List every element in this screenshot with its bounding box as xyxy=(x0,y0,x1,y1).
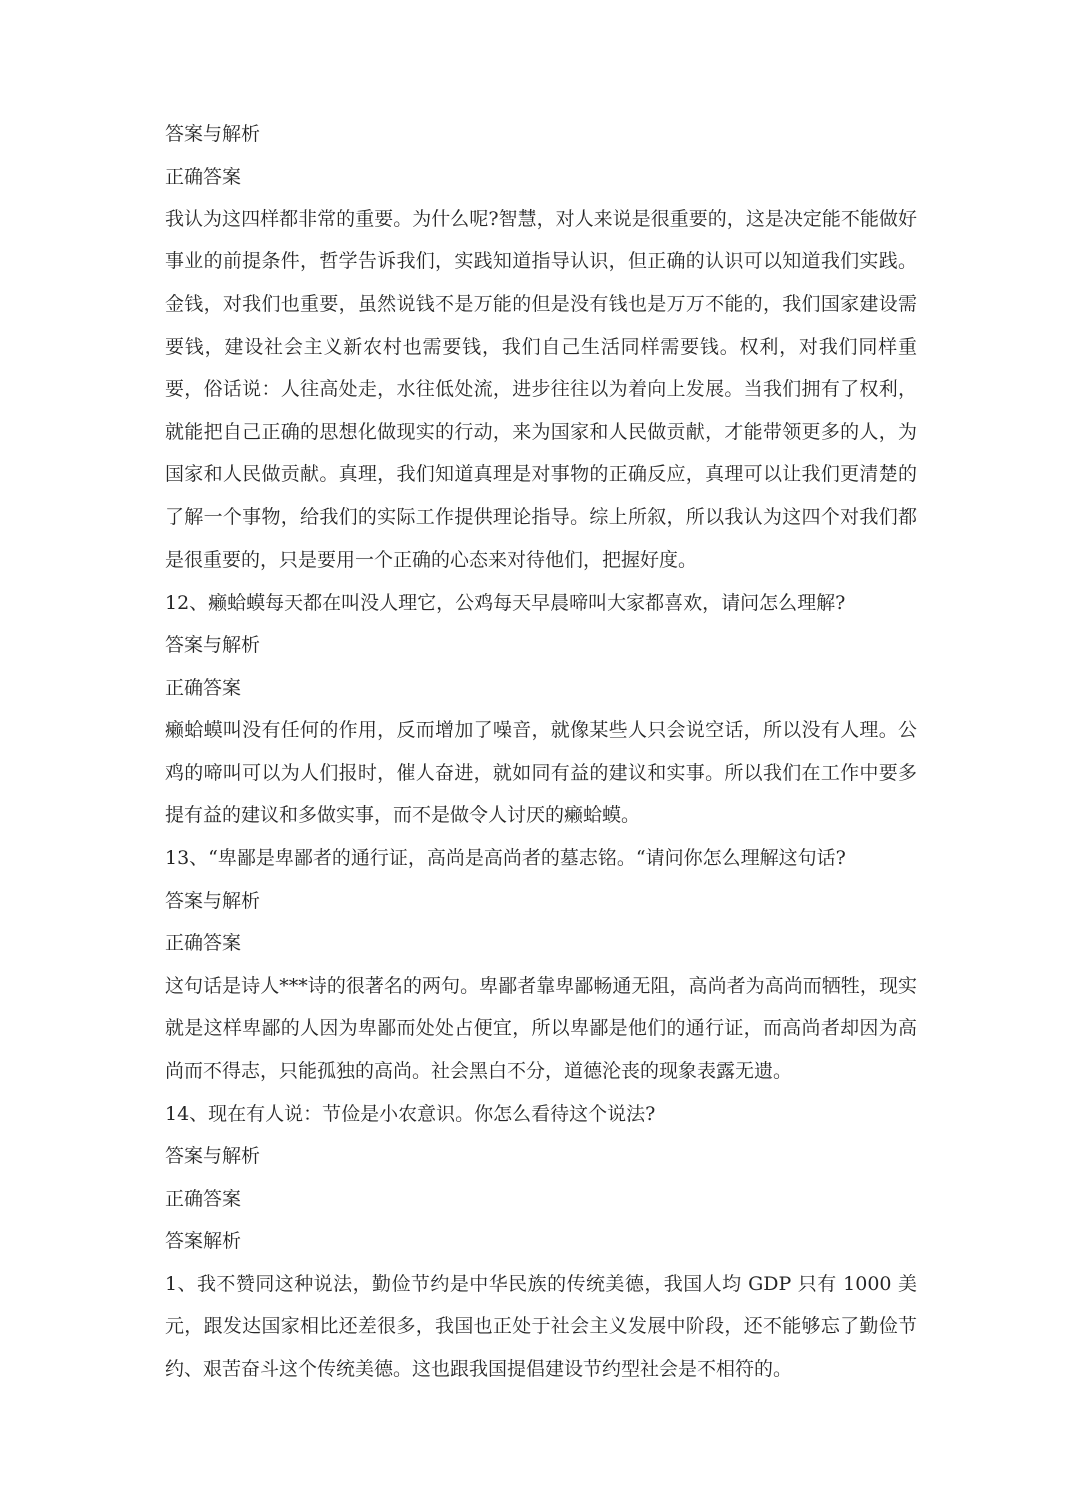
answer-analysis-label: 答案与解析 xyxy=(165,123,261,145)
answer-paragraph: 我认为这四样都非常的重要。为什么呢?智慧，对人来说是很重要的，这是决定能不能做好事业的前提条件，哲学告诉我们，实践知道指导认识，但正确的认识可以知道我们实践。金钱，对我们也重要，虽然说钱不是万能的但是没有钱也是万万不能的，我们国家建设需要钱，建设社会主义新农村也需要钱，我们自己生活同样需要钱。权利，对我们同样重要，俗话说：人往高处走，水往低处流，进步往往以为着向上发展。当我们拥有了权利，就能把自己正确的思想化做现实的行动，来为国家和人民做贡献，才能带领更多的人，为国家和人民做贡献。真理，我们知道真理是对事物的正确反应，真理可以让我们更清楚的了解一个事物，给我们的实际工作提供理论指导。综上所叙，所以我认为这四个对我们都是很重要的，只是要用一个正确的心态来对待他们，把握好度。 xyxy=(165,207,917,571)
answer-explanation-label: 答案解析 xyxy=(165,1230,242,1253)
correct-answer-label: 正确答案 xyxy=(165,1187,242,1210)
answer-paragraph: 癞蛤蟆叫没有任何的作用，反而增加了噪音，就像某些人只会说空话，所以没有人理。公鸡的啼叫可以为人们报时，催人奋进，就如同有益的建议和实事。所以我们在工作中要多提有益的建议和多做实事，而不是做令人讨厌的癞蛤蟆。 xyxy=(165,719,917,827)
answer-paragraph: 这句话是诗人***诗的很著名的两句。卑鄙者靠卑鄙畅通无阻，高尚者为高尚而牺牲，现实就是这样卑鄙的人因为卑鄙而处处占便宜，所以卑鄙是他们的通行证，而高尚者却因为高尚而不得志，只能孤独的高尚。社会黑白不分，道德沦丧的现象表露无遗。 xyxy=(165,974,917,1082)
correct-answer-label: 正确答案 xyxy=(165,165,242,188)
correct-answer-label: 正确答案 xyxy=(165,676,242,699)
question-12: 12、癞蛤蟆每天都在叫没人理它，公鸡每天早晨啼叫大家都喜欢，请问怎么理解? xyxy=(165,591,846,614)
answer-analysis-label: 答案与解析 xyxy=(165,634,261,657)
answer-paragraph: 1、我不赞同这种说法，勤俭节约是中华民族的传统美德，我国人均 GDP 只有 1000 美元，跟发达国家相比还差很多，我国也正处于社会主义发展中阶段，还不能够忘了勤俭节约、艰苦奋斗这个传统美德。这也跟我国提倡建设节约型社会是不相符的。 xyxy=(165,1272,917,1380)
document-page xyxy=(165,116,917,1394)
answer-analysis-label: 答案与解析 xyxy=(165,1145,261,1168)
question-14: 14、现在有人说：节俭是小农意识。你怎么看待这个说法? xyxy=(165,1102,656,1125)
question-13: 13、“卑鄙是卑鄙者的通行证，高尚是高尚者的墓志铭。“请问你怎么理解这句话? xyxy=(165,847,846,870)
answer-analysis-label: 答案与解析 xyxy=(165,889,261,912)
correct-answer-label: 正确答案 xyxy=(165,932,242,955)
